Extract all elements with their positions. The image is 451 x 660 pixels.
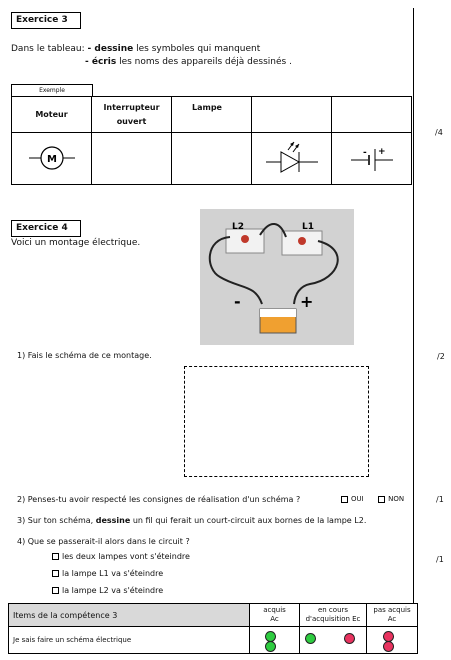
photo-label-l1: L1: [302, 222, 314, 232]
q4-score: /1: [436, 555, 444, 564]
photo-label-minus: -: [234, 292, 241, 311]
q4-option-2-label: la lampe L1 va s'éteindre: [62, 569, 164, 578]
q4-option-3[interactable]: [52, 585, 163, 596]
instruction-text-1: les symboles qui manquent: [136, 44, 261, 54]
header-lampe: Lampe: [172, 97, 252, 133]
header-empty-1: [252, 97, 332, 133]
question-3: [17, 515, 366, 526]
q3-verb: dessine: [95, 516, 131, 525]
battery-minus: -: [362, 147, 367, 158]
q4-option-1[interactable]: [52, 551, 190, 562]
pas-acquis-dot-bottom[interactable]: [383, 641, 394, 652]
header-interrupteur: Interrupteur ouvert: [92, 97, 172, 133]
photo-label-plus: +: [300, 292, 314, 311]
exercise-4-title: Exercice 4: [11, 220, 81, 237]
header-empty-2: [332, 97, 412, 133]
q4-option-1-checkbox[interactable]: [52, 553, 59, 560]
q2-choices: [341, 495, 404, 503]
instruction-lead: Dans le tableau:: [11, 44, 85, 54]
col-en-cours: en cours d'acquisition Ec: [300, 604, 367, 627]
q4-option-2[interactable]: [52, 568, 163, 579]
battery-plus: +: [377, 146, 386, 157]
question-2: [17, 494, 300, 505]
competence-header: Items de la compétence 3: [9, 604, 250, 627]
q4-option-3-checkbox[interactable]: [52, 587, 59, 594]
q3-post: un fil qui ferait un court-circuit aux bornes de la lampe L2.: [132, 516, 367, 525]
oui-label: OUI: [351, 495, 364, 503]
ex3-score: /4: [435, 128, 443, 137]
q1-score: /2: [437, 352, 445, 361]
question-4: 4) Que se passerait-il alors dans le circuit ?: [17, 537, 190, 546]
margin-line: [413, 8, 414, 604]
acquis-dot-bottom[interactable]: [265, 641, 276, 652]
competence-table: [8, 603, 418, 654]
non-label: NON: [388, 495, 405, 503]
col-pas-acquis: pas acquis Ac: [367, 604, 418, 627]
q2-score: /1: [436, 495, 444, 504]
en-cours-dot-red[interactable]: [344, 633, 355, 644]
en-cours-dot-green[interactable]: [305, 633, 316, 644]
instruction-verb-1: - dessine: [87, 44, 134, 54]
instruction-text-2: les noms des appareils déjà dessinés .: [119, 57, 292, 67]
led-symbol-icon: [264, 138, 320, 178]
question-1: 1) Fais le schéma de ce montage.: [17, 351, 152, 360]
example-label: Exemple: [11, 84, 93, 97]
ex4-intro: Voici un montage électrique.: [11, 238, 141, 248]
ex3-instruction-line1: [11, 43, 260, 55]
header-moteur: Moteur: [12, 97, 92, 133]
q3-pre: 3) Sur ton schéma,: [17, 516, 94, 525]
led-symbol-cell: [252, 133, 332, 185]
oui-checkbox[interactable]: [341, 496, 348, 503]
motor-symbol-icon: [27, 143, 77, 173]
photo-label-l2: L2: [232, 222, 244, 232]
q4-option-1-label: les deux lampes vont s'éteindre: [62, 552, 190, 561]
q4-option-2-checkbox[interactable]: [52, 570, 59, 577]
col-acquis: acquis Ac: [250, 604, 300, 627]
circuit-photo-image: [200, 209, 354, 345]
lamp-symbol-cell[interactable]: [172, 133, 252, 185]
schema-drawing-area[interactable]: [184, 366, 369, 477]
competence-item: Je sais faire un schéma électrique: [9, 627, 250, 654]
symbols-table: [11, 96, 412, 185]
ex3-instruction-line2: [85, 56, 292, 68]
switch-symbol-cell[interactable]: [92, 133, 172, 185]
question-2-text: 2) Penses-tu avoir respecté les consignes de réalisation d'un schéma ?: [17, 495, 301, 504]
q4-option-3-label: la lampe L2 va s'éteindre: [62, 586, 164, 595]
non-checkbox[interactable]: [378, 496, 385, 503]
battery-symbol-icon: [347, 143, 397, 173]
motor-letter: M: [46, 153, 57, 165]
exercise-3-title: Exercice 3: [11, 12, 81, 29]
battery-symbol-cell: [332, 133, 412, 185]
instruction-verb-2: - écris: [85, 57, 117, 67]
circuit-photo: [200, 209, 354, 345]
motor-symbol-cell: [12, 133, 92, 185]
